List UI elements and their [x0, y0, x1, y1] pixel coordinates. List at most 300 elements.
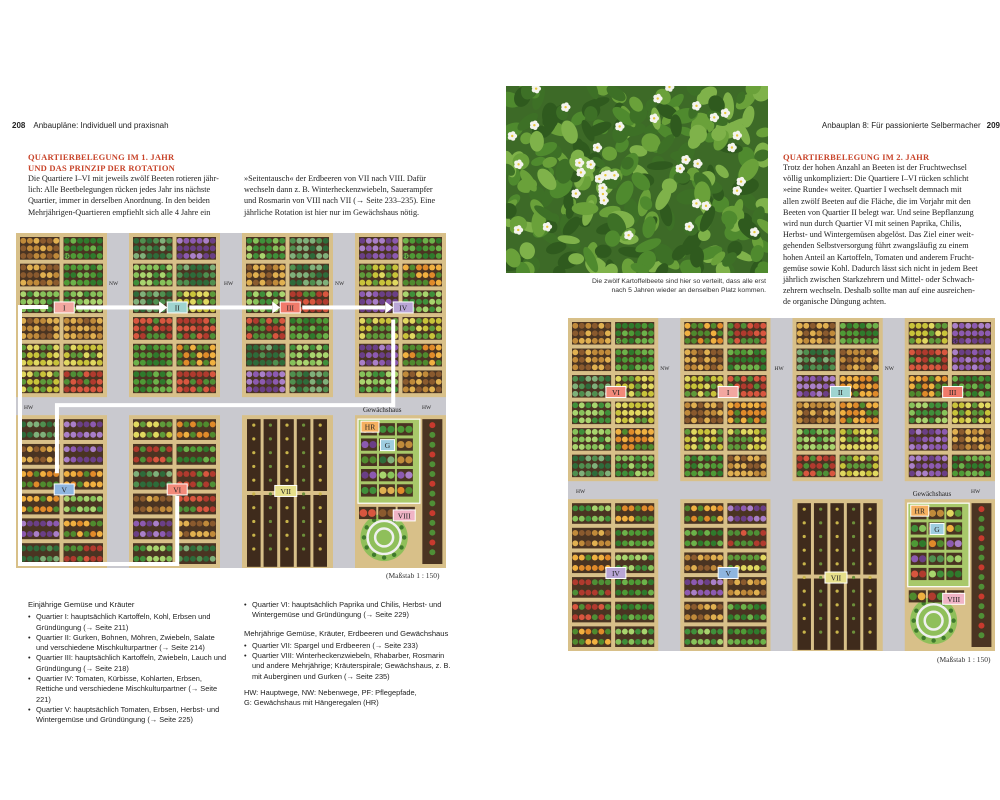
plant [691, 349, 697, 355]
plant [572, 436, 578, 442]
plant [592, 349, 598, 355]
plant [942, 444, 948, 450]
plant [816, 349, 822, 355]
plant [27, 291, 33, 297]
plant [810, 429, 816, 435]
plant [64, 371, 70, 377]
plant [853, 357, 859, 363]
plant [416, 352, 422, 358]
plant [615, 436, 621, 442]
plant [429, 272, 435, 278]
plant [27, 299, 33, 305]
plant [33, 245, 39, 251]
plant [615, 614, 621, 620]
plant [965, 323, 971, 329]
plant [40, 379, 46, 385]
plant [323, 333, 329, 339]
plant [873, 323, 879, 329]
plant [741, 436, 747, 442]
text-line: allen zwölf Beeten auf die Fläche, die im Vorjahr mit den [783, 196, 971, 206]
plant [183, 471, 189, 477]
plant [47, 457, 53, 463]
plant [53, 371, 59, 377]
plant [266, 265, 272, 271]
plant [985, 463, 991, 469]
plant [379, 345, 385, 351]
plant [615, 505, 621, 511]
left-page-number: 208 [12, 121, 26, 130]
flower-center [596, 146, 598, 148]
plant [592, 429, 598, 435]
plant [978, 526, 984, 532]
plant [366, 291, 372, 297]
plant [203, 291, 209, 297]
plant [810, 417, 816, 423]
plant [160, 238, 166, 244]
plant [754, 349, 760, 355]
plant [691, 323, 697, 329]
plant [203, 471, 209, 477]
plant [628, 383, 634, 389]
plant [40, 481, 46, 487]
plant [853, 470, 859, 476]
plant [916, 357, 922, 363]
plant [754, 590, 760, 596]
plant [285, 479, 288, 482]
plant [628, 357, 634, 363]
plant [246, 272, 252, 278]
flower-center [590, 163, 592, 165]
plant [273, 360, 279, 366]
plant [579, 330, 585, 336]
plant [409, 245, 415, 251]
plant [951, 618, 955, 622]
plant [210, 457, 216, 463]
plant [642, 417, 648, 423]
plant [747, 463, 753, 469]
plant [409, 280, 415, 286]
plant [296, 245, 302, 251]
plant [648, 323, 654, 329]
plant [605, 376, 611, 382]
plant [747, 590, 753, 596]
plant [177, 471, 183, 477]
plant [386, 379, 392, 385]
plant [160, 280, 166, 286]
plant [853, 417, 859, 423]
plant [866, 429, 872, 435]
plant [585, 429, 591, 435]
plant [572, 505, 578, 511]
plant [266, 238, 272, 244]
plant [622, 402, 628, 408]
plant [685, 565, 691, 571]
plant [386, 386, 392, 392]
plant [585, 516, 591, 522]
plant [47, 253, 53, 259]
plant [922, 417, 928, 423]
plant [628, 530, 634, 536]
plant [754, 540, 760, 546]
plant [598, 470, 604, 476]
plant [698, 516, 704, 522]
plant [302, 520, 305, 523]
plant [140, 345, 146, 351]
bed [727, 602, 766, 623]
plant [734, 579, 740, 585]
plant [366, 345, 372, 351]
left-subhead-line-1: QUARTIERBELEGUNG IM 1. JAHR [28, 152, 175, 162]
plant [605, 639, 611, 645]
plant [27, 531, 33, 537]
bed [177, 543, 217, 564]
plant [909, 470, 915, 476]
plant [816, 323, 822, 329]
plant [429, 280, 435, 286]
plant [959, 349, 965, 355]
plant [33, 481, 39, 487]
plant [909, 417, 915, 423]
plant [40, 333, 46, 339]
plant [873, 349, 879, 355]
plant [747, 639, 753, 645]
plant [704, 429, 710, 435]
plant [197, 556, 203, 562]
plant [853, 391, 859, 397]
plant [392, 272, 398, 278]
plant [810, 330, 816, 336]
plant [160, 379, 166, 385]
bed [684, 528, 723, 549]
plant [203, 325, 209, 331]
plant [698, 338, 704, 344]
bed [684, 503, 723, 524]
plant [734, 402, 740, 408]
plant [146, 299, 152, 305]
plant [648, 516, 654, 522]
plant [197, 545, 203, 551]
plant [84, 345, 90, 351]
plant [754, 410, 760, 416]
plant [648, 364, 654, 370]
plant [985, 402, 991, 408]
plant [197, 386, 203, 392]
plant [210, 386, 216, 392]
plant [84, 253, 90, 259]
plant [754, 330, 760, 336]
plant [399, 545, 403, 549]
plant [379, 509, 387, 517]
plant [366, 272, 372, 278]
plant [572, 376, 578, 382]
bed [64, 543, 104, 564]
plant [197, 345, 203, 351]
plant [754, 505, 760, 511]
plant [592, 516, 598, 522]
plant [166, 238, 172, 244]
plant [965, 417, 971, 423]
nw-label: NW [109, 281, 119, 287]
plant [860, 410, 866, 416]
plant [642, 364, 648, 370]
plant [403, 272, 409, 278]
plant [429, 318, 435, 324]
plant [379, 238, 385, 244]
plant [760, 614, 766, 620]
plant [133, 421, 139, 427]
plant [909, 402, 915, 408]
plant [84, 333, 90, 339]
plant [319, 492, 322, 495]
plant [965, 429, 971, 435]
plant [323, 253, 329, 259]
plant [27, 457, 33, 463]
plant [84, 446, 90, 452]
plant [717, 444, 723, 450]
plant [279, 371, 285, 377]
text-line: Quartier, immer in derselben Anordnung. In den beiden [28, 196, 210, 206]
plant [296, 238, 302, 244]
plant [53, 521, 59, 527]
plant [70, 386, 76, 392]
plant [615, 323, 621, 329]
plant [952, 463, 958, 469]
plant [942, 455, 948, 461]
plant [368, 509, 376, 517]
plant [279, 386, 285, 392]
plant [436, 345, 442, 351]
quartier-tag-label: VI [611, 388, 620, 398]
plant [846, 402, 852, 408]
plant [47, 506, 53, 512]
plant [323, 245, 329, 251]
plant [704, 639, 710, 645]
plant [741, 555, 747, 561]
plant [691, 436, 697, 442]
plant [323, 299, 329, 305]
plant [909, 592, 917, 600]
plant [585, 639, 591, 645]
plant [635, 364, 641, 370]
plant [372, 333, 378, 339]
plant [717, 338, 723, 344]
plant [615, 402, 621, 408]
plant [253, 253, 259, 259]
quartier-tag-label: IV [399, 303, 408, 313]
plant [429, 253, 435, 259]
plant [33, 446, 39, 452]
plant [366, 360, 372, 366]
bed [177, 419, 217, 440]
plant [922, 470, 928, 476]
plant [382, 555, 386, 559]
plant [97, 299, 103, 305]
plant [77, 481, 83, 487]
plant [269, 465, 272, 468]
plant [797, 391, 803, 397]
plant [846, 417, 852, 423]
plant [316, 265, 322, 271]
plant [873, 364, 879, 370]
plant [310, 299, 316, 305]
plant [279, 238, 285, 244]
plant [947, 510, 954, 517]
plant [210, 299, 216, 305]
plant [836, 549, 839, 552]
plant [160, 291, 166, 297]
plant [728, 590, 734, 596]
plant [203, 531, 209, 537]
plant [436, 272, 442, 278]
plant [622, 455, 628, 461]
plant [359, 253, 365, 259]
plant [47, 299, 53, 305]
plant [266, 299, 272, 305]
photo-caption [540, 277, 766, 295]
plant [361, 441, 368, 448]
bed [615, 626, 654, 647]
plant [40, 457, 46, 463]
plant [741, 338, 747, 344]
hw-label: HW [224, 281, 234, 287]
plant [866, 410, 872, 416]
plant [429, 530, 435, 536]
plant [210, 265, 216, 271]
plant [598, 330, 604, 336]
plant [409, 371, 415, 377]
plant [416, 333, 422, 339]
plant [183, 272, 189, 278]
plant [372, 360, 378, 366]
bed [572, 577, 611, 598]
plant [153, 352, 159, 358]
plant [615, 590, 621, 596]
plant [27, 556, 33, 562]
plant [605, 364, 611, 370]
plant [816, 463, 822, 469]
plant [302, 534, 305, 537]
plant [866, 455, 872, 461]
plant [931, 638, 935, 642]
plant [615, 357, 621, 363]
plant [823, 429, 829, 435]
plant [605, 505, 611, 511]
plant [90, 272, 96, 278]
plant [416, 272, 422, 278]
plant [279, 280, 285, 286]
plant [177, 333, 183, 339]
plant [942, 376, 948, 382]
plant [642, 323, 648, 329]
plant [379, 291, 385, 297]
plant [146, 521, 152, 527]
plant [741, 402, 747, 408]
plant [572, 338, 578, 344]
plant [840, 429, 846, 435]
plant [605, 444, 611, 450]
plant [302, 506, 305, 509]
plant [592, 330, 598, 336]
plant [728, 330, 734, 336]
plant [754, 516, 760, 522]
plant [423, 379, 429, 385]
plant [760, 364, 766, 370]
plant [747, 530, 753, 536]
plant [978, 330, 984, 336]
plant [409, 386, 415, 392]
plant [183, 352, 189, 358]
plant [77, 506, 83, 512]
plant [190, 238, 196, 244]
plant [97, 318, 103, 324]
plant [728, 470, 734, 476]
plant [704, 402, 710, 408]
plant [429, 299, 435, 305]
plant [873, 338, 879, 344]
hr-tag-label: HR [364, 422, 376, 432]
plant [47, 545, 53, 551]
plant [47, 432, 53, 438]
plant [409, 333, 415, 339]
plant [77, 360, 83, 366]
plant [572, 463, 578, 469]
plant [648, 349, 654, 355]
plant [27, 333, 33, 339]
plant [635, 330, 641, 336]
plant [197, 318, 203, 324]
plant [648, 590, 654, 596]
plant [978, 564, 984, 570]
plant [210, 556, 216, 562]
plant [598, 402, 604, 408]
plant [972, 338, 978, 344]
plant [585, 364, 591, 370]
plant [246, 253, 252, 259]
plant [685, 417, 691, 423]
plant [747, 417, 753, 423]
plant [628, 444, 634, 450]
plant [803, 463, 809, 469]
plant [972, 470, 978, 476]
plant [70, 531, 76, 537]
plant [386, 371, 392, 377]
flower-center [575, 192, 577, 194]
plant [797, 444, 803, 450]
plant [84, 352, 90, 358]
plant [691, 590, 697, 596]
plant [310, 325, 316, 331]
plant [829, 330, 835, 336]
plant [585, 330, 591, 336]
plant [592, 391, 598, 397]
plant [177, 325, 183, 331]
plant [685, 364, 691, 370]
plant [959, 338, 965, 344]
plant [429, 291, 435, 297]
plant [429, 539, 435, 545]
plant [916, 417, 922, 423]
plant [84, 545, 90, 551]
plant [628, 555, 634, 561]
plant [873, 357, 879, 363]
plant [290, 253, 296, 259]
plant [316, 371, 322, 377]
plant [303, 253, 309, 259]
plant [290, 280, 296, 286]
plant [160, 360, 166, 366]
flower-center [685, 159, 687, 161]
photo-caption-line-1: Die zwölf Kartoffelbeete sind hier so verteilt, dass alle erst [591, 278, 766, 285]
